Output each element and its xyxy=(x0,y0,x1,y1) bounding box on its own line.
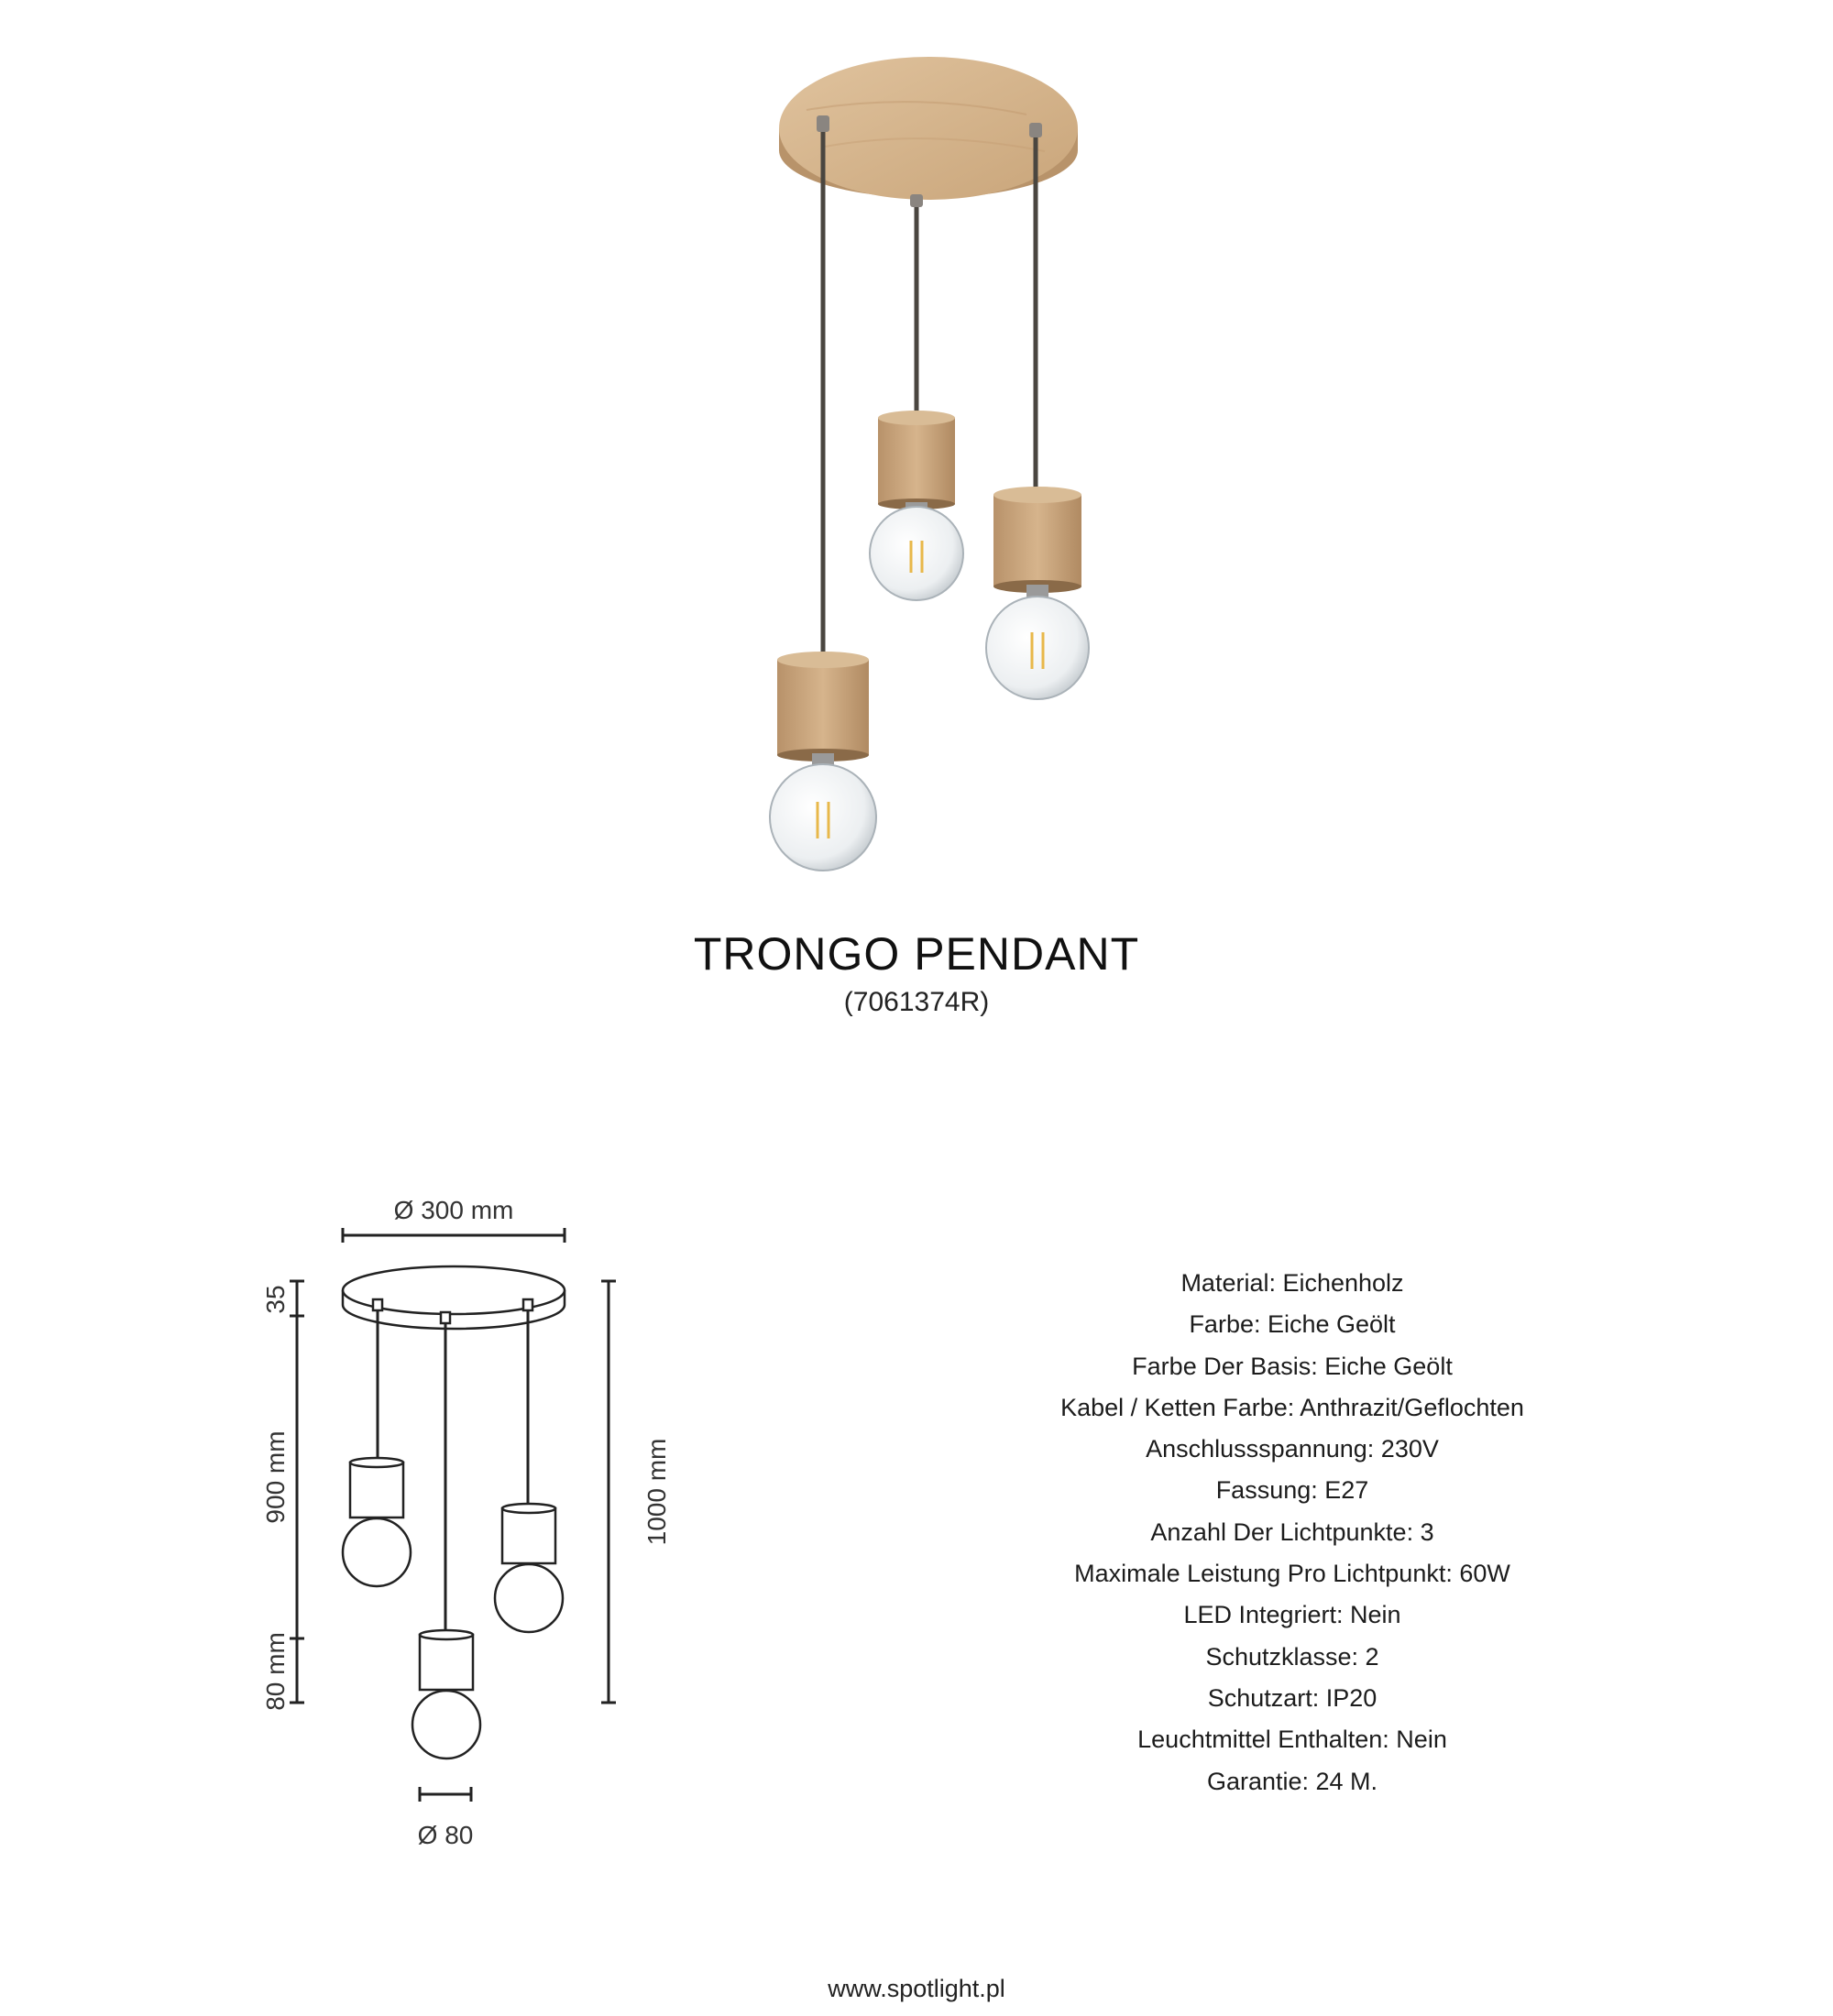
title-block xyxy=(0,926,1833,1023)
dim-base-height: 35 xyxy=(261,1285,290,1314)
dim-total-height: 1000 mm xyxy=(642,1438,671,1546)
pendant-middle xyxy=(870,411,963,600)
dim-shade-diameter: Ø 80 xyxy=(417,1821,474,1849)
dimension-drawing xyxy=(229,1182,706,1879)
dim-diameter-top: Ø 300 mm xyxy=(393,1196,514,1224)
pendant-right xyxy=(986,487,1089,699)
spec-item: Fassung: E27 xyxy=(1215,1476,1369,1505)
spec-item: Farbe Der Basis: Eiche Geölt xyxy=(1132,1352,1453,1380)
spec-item: Garantie: 24 M. xyxy=(1206,1767,1378,1795)
spec-item: LED Integriert: Nein xyxy=(1183,1601,1401,1629)
spec-list xyxy=(916,1263,1668,1802)
spec-item: Anzahl Der Lichtpunkte: 3 xyxy=(1150,1517,1434,1546)
product-title: TRONGO PENDANT xyxy=(693,928,1140,980)
spec-item: Schutzart: IP20 xyxy=(1207,1683,1377,1712)
spec-item: Farbe: Eiche Geölt xyxy=(1189,1310,1396,1339)
product-photo xyxy=(0,0,1833,916)
spec-item: Schutzklasse: 2 xyxy=(1205,1642,1379,1671)
spec-item: Material: Eichenholz xyxy=(1180,1269,1404,1297)
spec-item: Kabel / Ketten Farbe: Anthrazit/Geflochten xyxy=(1060,1393,1524,1421)
dim-shade-height: 80 mm xyxy=(261,1632,290,1711)
product-code: (7061374R) xyxy=(843,987,990,1017)
spec-item: Leuchtmittel Enthalten: Nein xyxy=(1137,1726,1447,1754)
dim-cable-length: 900 mm xyxy=(261,1430,290,1524)
spec-item: Maximale Leistung Pro Lichtpunkt: 60W xyxy=(1074,1560,1510,1588)
spec-item: Anschlussspannung: 230V xyxy=(1146,1435,1439,1463)
pendant-left xyxy=(770,652,876,871)
footer-url[interactable]: www.spotlight.pl xyxy=(828,1975,1005,2002)
